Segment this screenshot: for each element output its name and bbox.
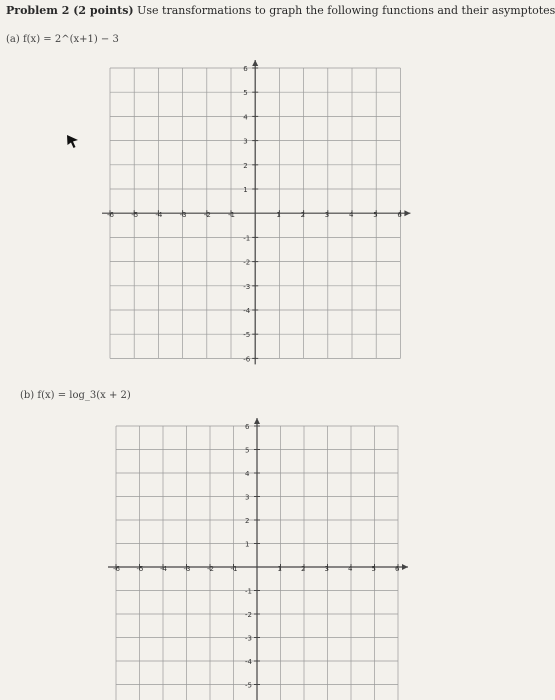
x-tick-label: 3 — [324, 565, 329, 573]
x-tick-label: 2 — [300, 211, 306, 220]
y-tick-label: 1 — [243, 186, 248, 194]
x-tick-label: -2 — [207, 565, 214, 573]
y-tick-label: -5 — [245, 681, 252, 690]
y-axis-arrow-icon — [254, 418, 260, 424]
x-tick-label: -3 — [183, 565, 191, 573]
x-tick-label: -2 — [203, 211, 211, 220]
part-a-function: f(x) = 2^(x+1) − 3 — [22, 34, 119, 45]
x-axis-arrow-icon — [402, 564, 408, 570]
y-tick-label: -3 — [245, 634, 252, 643]
y-tick-label: 6 — [243, 65, 248, 73]
x-tick-label: -6 — [107, 211, 114, 220]
x-tick-label: 6 — [397, 211, 402, 220]
x-tick-label: -4 — [155, 211, 163, 220]
x-tick-label: -1 — [230, 565, 238, 573]
x-tick-label: 5 — [373, 211, 378, 220]
x-tick-label: -5 — [136, 565, 144, 573]
y-tick-label: -6 — [243, 355, 251, 364]
y-tick-label: 3 — [245, 493, 250, 502]
x-tick-label: 1 — [277, 565, 282, 573]
y-tick-label: 5 — [243, 89, 248, 98]
y-tick-label: 2 — [245, 517, 250, 525]
y-tick-label: -4 — [243, 307, 251, 315]
graph-grid-a[interactable] — [100, 60, 412, 372]
part-b-label — [20, 390, 131, 401]
x-axis-arrow-icon — [404, 210, 410, 216]
x-tick-label: -4 — [160, 565, 167, 573]
part-a-label — [6, 34, 119, 45]
y-tick-label: -5 — [243, 331, 251, 340]
problem-heading: Problem 2 (2 points) — [6, 4, 134, 17]
part-a-letter: (a) — [6, 34, 20, 45]
y-tick-label: 1 — [245, 540, 250, 549]
y-tick-label: -1 — [243, 234, 251, 243]
x-tick-label: 5 — [371, 565, 376, 573]
y-tick-label: 4 — [243, 113, 248, 122]
x-tick-label: -6 — [113, 565, 120, 573]
x-tick-label: 1 — [276, 211, 281, 220]
y-tick-label: 2 — [243, 161, 248, 170]
y-tick-label: 3 — [243, 137, 248, 146]
problem-instruction: Use transformations to graph the following functions and their asymptotes — [137, 4, 555, 17]
x-tick-label: 6 — [395, 565, 400, 573]
y-tick-label: -2 — [245, 611, 252, 619]
y-tick-label: -1 — [245, 587, 252, 596]
mouse-cursor-icon — [66, 134, 80, 152]
x-tick-label: 4 — [348, 565, 353, 573]
y-tick-label: 6 — [245, 423, 250, 431]
part-b-function: f(x) = log_3(x + 2) — [37, 390, 131, 401]
x-tick-label: -1 — [228, 211, 235, 220]
x-tick-label: 4 — [349, 211, 354, 220]
x-tick-label: -5 — [131, 211, 139, 220]
y-tick-label: 5 — [245, 446, 250, 455]
graph-grid-b[interactable] — [108, 418, 408, 700]
y-tick-label: -4 — [245, 658, 252, 666]
y-tick-label: 4 — [245, 470, 250, 478]
x-tick-label: 2 — [301, 565, 306, 573]
problem-header — [6, 4, 555, 17]
part-b-letter: (b) — [20, 390, 35, 401]
x-tick-label: -3 — [179, 211, 187, 220]
y-tick-label: -3 — [243, 282, 251, 291]
x-tick-label: 3 — [324, 211, 330, 220]
y-tick-label: -2 — [243, 258, 251, 267]
y-axis-arrow-icon — [252, 60, 258, 66]
